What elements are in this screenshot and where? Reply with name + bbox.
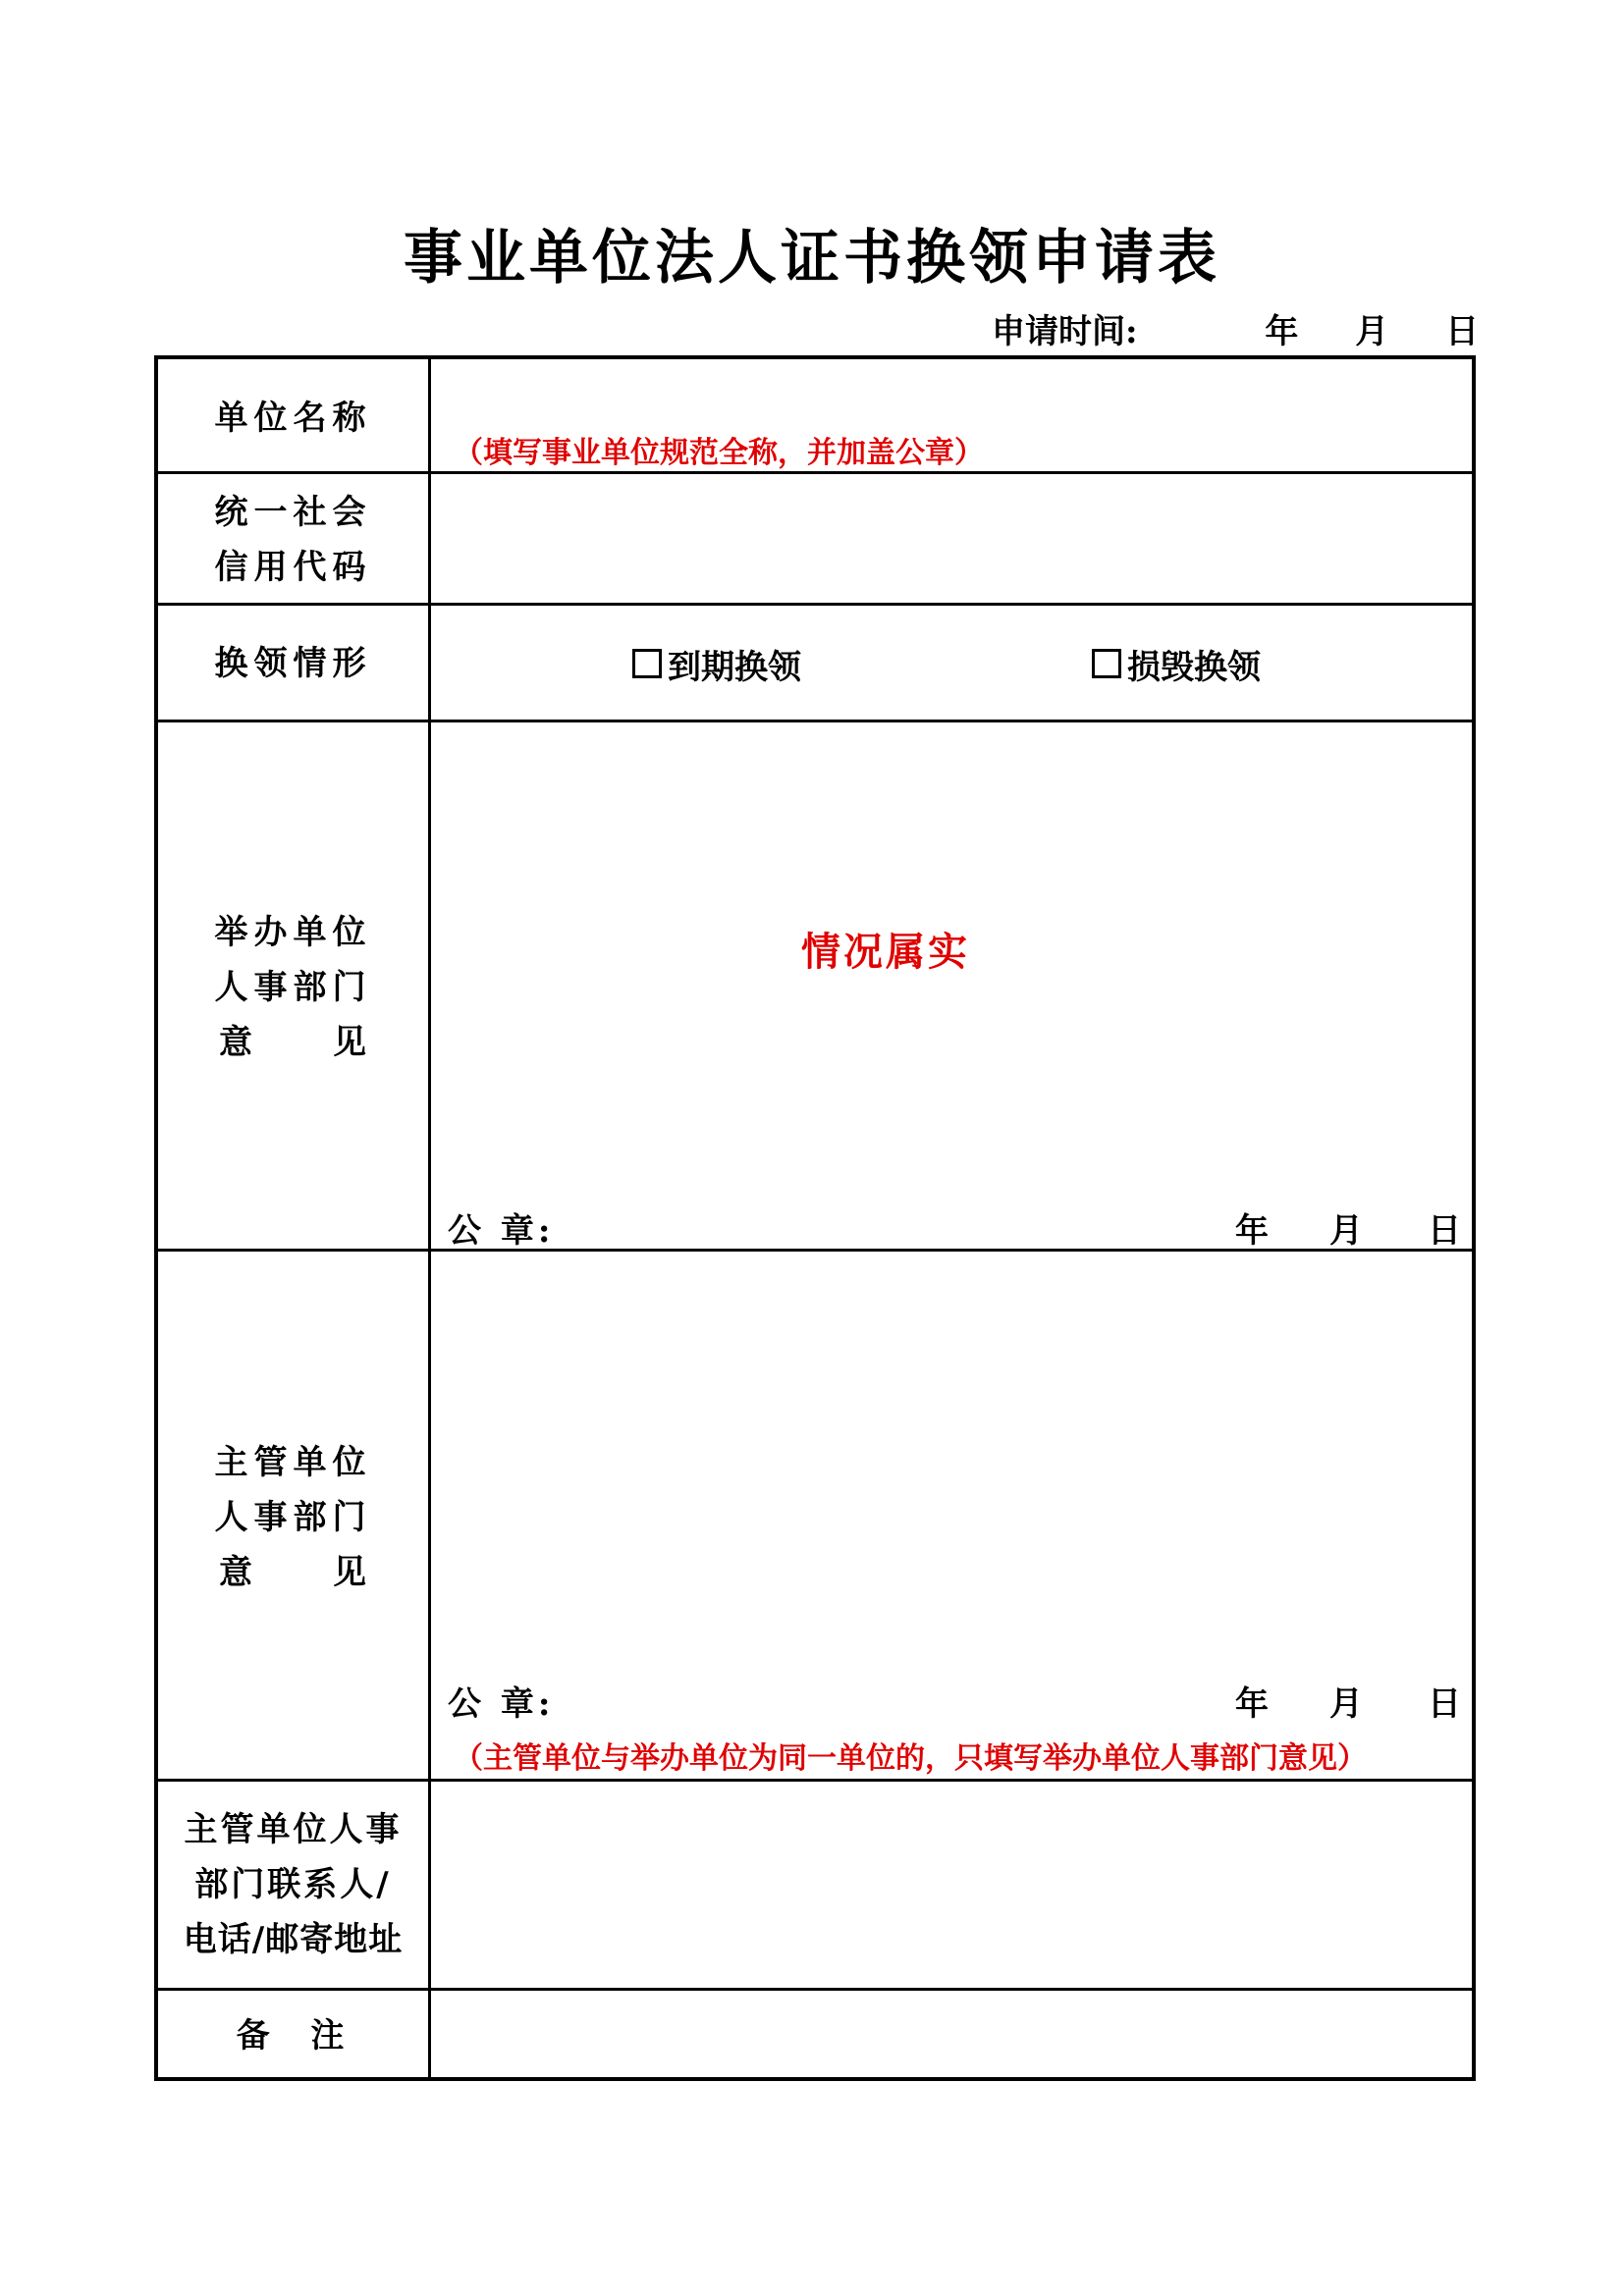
- apply-date-month: 月: [1355, 312, 1389, 351]
- contact-label-line1: 主管单位人事: [184, 1810, 403, 1849]
- supervisor-date-day: 日: [1428, 1684, 1461, 1724]
- supervisor-opinion-label-line2: 人事部门: [214, 1498, 372, 1537]
- apply-date-label: 申请时间:: [992, 312, 1138, 351]
- supervisor-date-month: 月: [1329, 1684, 1363, 1724]
- supervisor-date-year: 年: [1235, 1684, 1269, 1724]
- checkbox-icon: [1092, 649, 1121, 678]
- contact-field[interactable]: [431, 1782, 1472, 1988]
- supervisor-opinion-label-line3: 意 见: [219, 1553, 366, 1592]
- contact-label-line2: 部门联系人/: [194, 1865, 392, 1904]
- checkbox-icon: [632, 649, 662, 678]
- sponsor-date-month: 月: [1329, 1211, 1363, 1251]
- sponsor-opinion-label-line3: 意 见: [219, 1023, 366, 1062]
- credit-code-label-line2: 信用代码: [214, 548, 372, 587]
- supervisor-opinion-field[interactable]: [431, 1252, 1472, 1779]
- apply-date-line: [992, 304, 1483, 352]
- sponsor-opinion-content: 情况属实: [801, 929, 970, 975]
- sponsor-opinion-label-line1: 举办单位: [214, 913, 372, 952]
- unit-name-hint: （填写事业单位规范全称，并加盖公章）: [454, 436, 984, 470]
- expiry-renewal-checkbox[interactable]: [632, 636, 801, 691]
- supervisor-opinion-label-line1: 主管单位: [214, 1443, 372, 1482]
- expiry-renewal-label: 到期换领: [668, 647, 801, 687]
- sponsor-date-day: 日: [1428, 1211, 1461, 1251]
- remarks-label: 备 注: [236, 2016, 351, 2056]
- supervisor-opinion-hint: （主管单位与举办单位为同一单位的，只填写举办单位人事部门意见）: [454, 1741, 1367, 1776]
- remarks-field[interactable]: [431, 1991, 1472, 2077]
- apply-date-year: 年: [1265, 312, 1299, 351]
- contact-label-line3: 电话/邮寄地址: [183, 1920, 404, 1959]
- page-title: 事业单位法人证书换领申请表: [404, 224, 1220, 293]
- apply-date-day: 日: [1445, 312, 1480, 351]
- sponsor-opinion-field[interactable]: [431, 722, 1472, 1249]
- credit-code-label-line1: 统一社会: [214, 493, 372, 532]
- supervisor-seal-label: 公 章:: [448, 1684, 555, 1724]
- renewal-case-label: 换领情形: [214, 644, 372, 683]
- sponsor-seal-label: 公 章:: [448, 1211, 555, 1251]
- credit-code-field[interactable]: [431, 474, 1472, 603]
- damage-renewal-label: 损毁换领: [1127, 647, 1261, 687]
- damage-renewal-checkbox[interactable]: [1092, 636, 1261, 691]
- row-divider: [154, 603, 1476, 606]
- sponsor-opinion-label-line2: 人事部门: [214, 968, 372, 1007]
- unit-name-label: 单位名称: [214, 399, 372, 438]
- sponsor-date-year: 年: [1235, 1211, 1269, 1251]
